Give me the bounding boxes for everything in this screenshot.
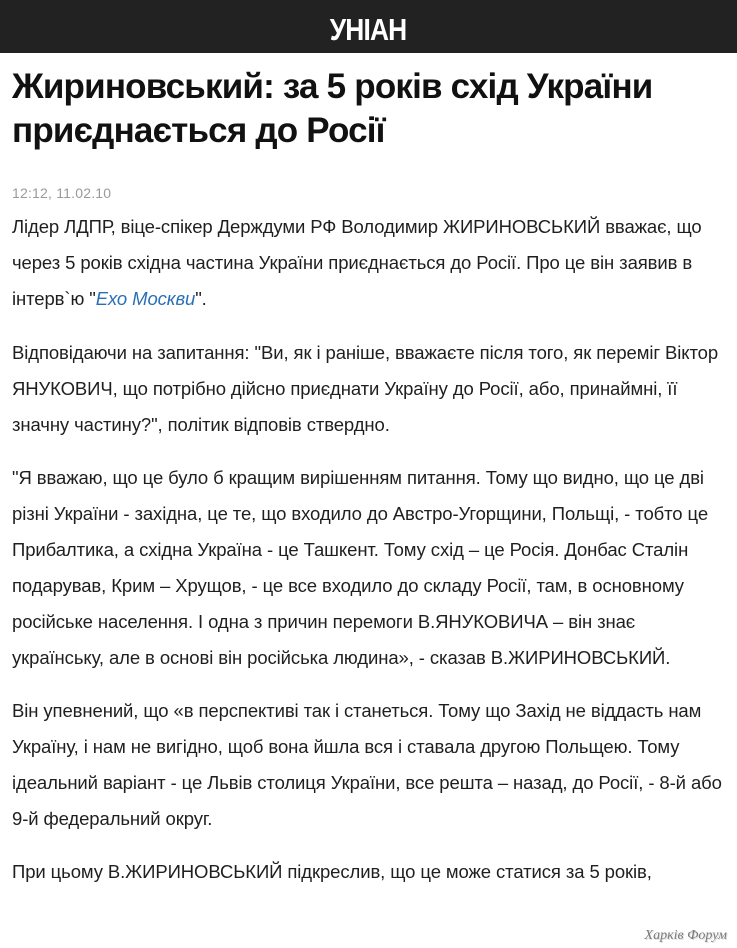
article-title: Жириновський: за 5 років схід України приєднається до Росії <box>12 67 653 150</box>
article-paragraph-1 <box>12 209 725 317</box>
logo-text: УНІАН <box>330 12 407 47</box>
article-paragraph-3: "Я вважаю, що це було б кращим вирішенням питання. Тому що видно, що це дві різні України - західна, це те, що входило до Австро-Угорщини, Польщі, - тобто це Прибалтика, а східна Україна - це Ташкент. Тому схід – це Росія. Донбас Сталін подарував, Крим – Хрущов, - це все входило до складу Росії, там, в основному російське населення. І одна з причин перемоги В.ЯНУКОВИЧА – він знає українську, але в основі він російська людина», - сказав В.ЖИРИНОВСЬКИЙ. <box>12 467 709 668</box>
article <box>0 65 737 890</box>
article-date: 12:12, 11.02.10 <box>12 185 112 201</box>
source-link[interactable]: Ехо Москви <box>95 288 196 309</box>
article-paragraph-2: Відповідаючи на запитання: "Ви, як і раніше, вважаєте після того, як переміг Віктор ЯНУКОВИЧ, що потрібно дійсно приєднати Україну до Росії, або, принаймні, її значну частину?", політик відповів ствердно. <box>12 342 719 435</box>
paragraph-text: Лідер ЛДПР, віце-спікер Держдуми РФ Володимир ЖИРИНОВСЬКИЙ вважає, що через 5 років східна частина України приєднається до Росії. Про це він заявив в інтерв`ю " <box>12 216 702 309</box>
paragraph-text: ". <box>195 288 207 309</box>
article-paragraph-5: При цьому В.ЖИРИНОВСЬКИЙ підкреслив, що це може статися за 5 років, <box>12 861 652 882</box>
article-paragraph-4: Він упевнений, що «в перспективі так і станеться. Тому що Захід не віддасть нам Україну, і нам не вигідно, щоб вона йшла вся і ставала другою Польщею. Тому ідеальний варіант - це Львів столиця України, все решта – назад, до Росії, - 8-й або 9-й федеральний округ. <box>12 700 722 829</box>
watermark: Харків Форум <box>644 928 727 943</box>
site-header <box>0 0 737 53</box>
unian-logo[interactable] <box>330 8 407 45</box>
